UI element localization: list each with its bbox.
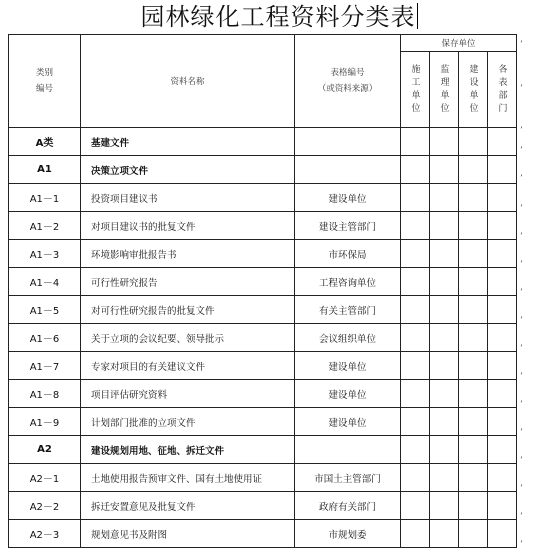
row-name: 对项目建议书的批复文件	[81, 212, 295, 240]
row-source	[295, 128, 401, 156]
paragraph-mark: ’	[520, 428, 523, 438]
header-category-label: 类别	[35, 68, 53, 78]
table-row	[9, 268, 517, 296]
row-code: A2	[9, 436, 81, 464]
table-row	[9, 492, 517, 520]
row-source: 有关主管部门	[295, 296, 401, 324]
row-source: 政府有关部门	[295, 492, 401, 520]
row-unit-cell	[488, 156, 517, 184]
row-unit-cell	[430, 128, 459, 156]
row-unit-cell	[401, 520, 430, 548]
row-unit-cell	[488, 268, 517, 296]
row-code: A1－7	[9, 352, 81, 380]
row-source	[295, 436, 401, 464]
row-unit-cell	[430, 352, 459, 380]
row-code: A1	[9, 156, 81, 184]
paragraph-mark: ’	[520, 174, 523, 184]
row-source: 工程咨询单位	[295, 268, 401, 296]
row-unit-cell	[401, 324, 430, 352]
row-unit-cell	[430, 464, 459, 492]
table-row	[9, 128, 517, 156]
row-source: 建设单位	[295, 184, 401, 212]
row-unit-cell	[459, 240, 488, 268]
row-source: 建设主管部门	[295, 212, 401, 240]
row-code: A1－2	[9, 212, 81, 240]
row-unit-cell	[401, 408, 430, 436]
paragraph-mark: ’	[520, 232, 523, 242]
row-unit-cell	[459, 128, 488, 156]
row-code: A1－1	[9, 184, 81, 212]
row-name: 可行性研究报告	[81, 268, 295, 296]
table-row	[9, 464, 517, 492]
row-unit-cell	[459, 380, 488, 408]
row-unit-cell	[488, 324, 517, 352]
paragraph-mark: ’	[520, 372, 523, 382]
table-row	[9, 156, 517, 184]
page-title	[0, 0, 558, 34]
row-unit-cell	[488, 436, 517, 464]
row-source: 市规划委	[295, 520, 401, 548]
row-source: 市国土主管部门	[295, 464, 401, 492]
row-name: 基建文件	[81, 128, 295, 156]
row-unit-cell	[488, 492, 517, 520]
paragraph-mark: ’	[520, 146, 523, 156]
row-code: A1－9	[9, 408, 81, 436]
row-unit-cell	[401, 128, 430, 156]
text-cursor	[417, 3, 418, 29]
row-unit-cell	[459, 324, 488, 352]
row-code: A1－5	[9, 296, 81, 324]
paragraph-mark: ’	[520, 316, 523, 326]
row-unit-cell	[430, 240, 459, 268]
row-unit-cell	[401, 268, 430, 296]
row-unit-cell	[430, 436, 459, 464]
row-name: 对可行性研究报告的批复文件	[81, 296, 295, 324]
row-unit-cell	[488, 184, 517, 212]
row-unit-cell	[488, 240, 517, 268]
row-unit-cell	[430, 408, 459, 436]
paragraph-mark: ’	[520, 126, 523, 136]
row-source	[295, 156, 401, 184]
row-unit-cell	[430, 156, 459, 184]
row-unit-cell	[488, 352, 517, 380]
header-name-label: 资料名称	[170, 77, 205, 87]
row-name: 规划意见书及附图	[81, 520, 295, 548]
row-source: 会议组织单位	[295, 324, 401, 352]
paragraph-mark: ’	[520, 84, 523, 94]
paragraph-mark: ’	[520, 204, 523, 214]
row-code: A1－6	[9, 324, 81, 352]
unit-construction-label: 施工单位	[409, 63, 420, 116]
row-unit-cell	[430, 184, 459, 212]
row-unit-cell	[488, 520, 517, 548]
header-row-top	[9, 35, 517, 52]
row-unit-cell	[401, 240, 430, 268]
row-unit-cell	[459, 520, 488, 548]
paragraph-mark: ’	[520, 40, 523, 50]
row-name: 项目评估研究资料	[81, 380, 295, 408]
row-name: 建设规划用地、征地、拆迁文件	[81, 436, 295, 464]
paragraph-mark: ’	[520, 344, 523, 354]
unit-supervision-label: 监理单位	[438, 63, 449, 116]
row-unit-cell	[459, 436, 488, 464]
row-name: 环境影响审批报告书	[81, 240, 295, 268]
row-unit-cell	[488, 128, 517, 156]
unit-owner-label: 建设单位	[467, 63, 478, 116]
row-unit-cell	[401, 352, 430, 380]
header-number-label: 编号	[35, 84, 53, 94]
table-row	[9, 296, 517, 324]
header-unit-construction	[401, 52, 430, 128]
row-name: 拆迁安置意见及批复文件	[81, 492, 295, 520]
row-unit-cell	[401, 212, 430, 240]
row-unit-cell	[401, 296, 430, 324]
row-name: 投资项目建议书	[81, 184, 295, 212]
classification-table	[8, 34, 516, 548]
row-source: 建设单位	[295, 408, 401, 436]
row-unit-cell	[459, 464, 488, 492]
table-row	[9, 380, 517, 408]
row-unit-cell	[401, 464, 430, 492]
row-unit-cell	[430, 492, 459, 520]
row-unit-cell	[488, 296, 517, 324]
row-unit-cell	[430, 268, 459, 296]
row-name: 计划部门批准的立项文件	[81, 408, 295, 436]
row-unit-cell	[459, 212, 488, 240]
row-unit-cell	[459, 156, 488, 184]
row-unit-cell	[430, 520, 459, 548]
row-source: 建设单位	[295, 352, 401, 380]
row-unit-cell	[430, 212, 459, 240]
table-row	[9, 436, 517, 464]
table-row	[9, 408, 517, 436]
paragraph-mark: ’	[520, 400, 523, 410]
row-name: 土地使用报告预审文件、国有土地使用证	[81, 464, 295, 492]
header-category	[9, 35, 81, 128]
table-row	[9, 324, 517, 352]
row-unit-cell	[459, 492, 488, 520]
header-keep-units-label: 保存单位	[441, 39, 476, 49]
row-unit-cell	[401, 436, 430, 464]
row-unit-cell	[459, 296, 488, 324]
header-unit-departments	[488, 52, 517, 128]
row-code: A2－3	[9, 520, 81, 548]
row-unit-cell	[459, 352, 488, 380]
row-unit-cell	[430, 296, 459, 324]
unit-departments-label: 各表部门	[496, 63, 507, 116]
header-form-label: 表格编号	[330, 68, 365, 78]
row-code: A类	[9, 128, 81, 156]
row-unit-cell	[430, 324, 459, 352]
header-name	[81, 35, 295, 128]
row-name: 决策立项文件	[81, 156, 295, 184]
row-code: A1－3	[9, 240, 81, 268]
table-row	[9, 212, 517, 240]
paragraph-mark: ’	[520, 512, 523, 522]
row-code: A1－8	[9, 380, 81, 408]
paragraph-marks-column	[520, 34, 550, 554]
header-source-label: （或资料来源）	[317, 84, 378, 94]
row-code: A2－2	[9, 492, 81, 520]
table-row	[9, 352, 517, 380]
table-row	[9, 184, 517, 212]
row-unit-cell	[459, 184, 488, 212]
table-row	[9, 240, 517, 268]
paragraph-mark: ’	[520, 484, 523, 494]
paragraph-mark: ’	[520, 260, 523, 270]
row-unit-cell	[401, 156, 430, 184]
header-unit-supervision	[430, 52, 459, 128]
row-unit-cell	[459, 408, 488, 436]
row-unit-cell	[459, 268, 488, 296]
row-unit-cell	[488, 464, 517, 492]
paragraph-mark: ’	[520, 288, 523, 298]
row-unit-cell	[401, 492, 430, 520]
row-unit-cell	[401, 380, 430, 408]
table-row	[9, 520, 517, 548]
row-code: A1－4	[9, 268, 81, 296]
row-name: 专家对项目的有关建议文件	[81, 352, 295, 380]
paragraph-mark: ’	[520, 540, 523, 550]
row-unit-cell	[430, 380, 459, 408]
row-source: 市环保局	[295, 240, 401, 268]
header-unit-owner	[459, 52, 488, 128]
row-source: 建设单位	[295, 380, 401, 408]
header-keep-units	[401, 35, 517, 52]
row-name: 关于立项的会议纪要、领导批示	[81, 324, 295, 352]
header-form	[295, 35, 401, 128]
row-unit-cell	[488, 408, 517, 436]
row-code: A2－1	[9, 464, 81, 492]
paragraph-mark: ’	[520, 456, 523, 466]
title-text: 园林绿化工程资料分类表	[140, 3, 416, 31]
row-unit-cell	[488, 380, 517, 408]
row-unit-cell	[488, 212, 517, 240]
row-unit-cell	[401, 184, 430, 212]
